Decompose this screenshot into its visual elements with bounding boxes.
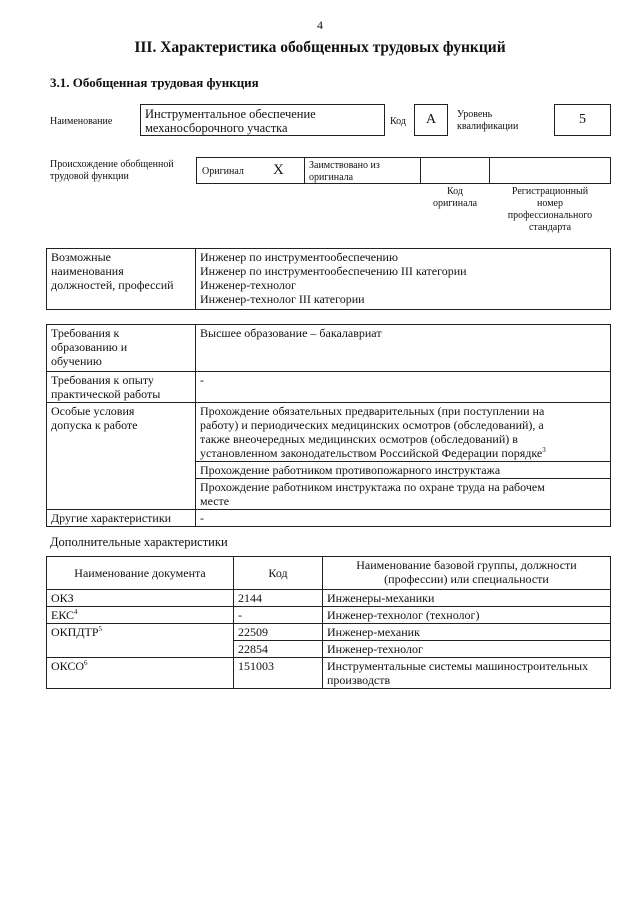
- col-name-header: [323, 557, 611, 590]
- function-name-line2: механосборочного участка: [145, 121, 288, 135]
- col-name-header-line2: (профессии) или специальности: [384, 572, 549, 586]
- code-value: А: [425, 112, 437, 127]
- education-value: Высшее образование – бакалавриат: [196, 325, 611, 372]
- doc-okpdtr: [47, 624, 234, 658]
- position-item: Инженер по инструментообеспечению: [200, 250, 398, 264]
- education-label-line1: Требования к: [51, 326, 120, 340]
- level-box: [554, 104, 611, 136]
- positions-label-line1: Возможные: [51, 250, 111, 264]
- name-okpdtr-1: Инженер-механик: [323, 624, 611, 641]
- level-value: 5: [579, 112, 586, 127]
- experience-value: -: [196, 372, 611, 403]
- additional-title: Дополнительные характеристики: [50, 535, 228, 549]
- condition1-line4: установленном законодательством Российской Федерации порядке: [200, 446, 543, 460]
- original-code-cell: [420, 157, 490, 184]
- col-doc-header: Наименование документа: [47, 557, 234, 590]
- experience-label: [47, 372, 196, 403]
- condition-fire: Прохождение работником противопожарного инструктажа: [196, 462, 611, 479]
- conditions-label: [47, 403, 196, 510]
- table-row: [47, 658, 611, 689]
- positions-label-line3: должностей, профессий: [51, 278, 174, 292]
- code-okpdtr-2: 22854: [234, 641, 323, 658]
- level-label: [457, 109, 518, 133]
- doc-okz: ОКЗ: [47, 590, 234, 607]
- subsection-title: 3.1. Обобщенная трудовая функция: [50, 75, 259, 90]
- name-okpdtr-2: Инженер-технолог: [323, 641, 611, 658]
- origin-label-line2: трудовой функции: [50, 171, 129, 182]
- doc-eks: [47, 607, 234, 624]
- name-okso: [323, 658, 611, 689]
- doc-okso-text: ОКСО: [51, 659, 85, 673]
- name-label: Наименование: [50, 116, 113, 127]
- borrowed-line2: оригинала: [309, 172, 354, 183]
- position-item: Инженер по инструментообеспечению III категории: [200, 264, 467, 278]
- function-name-box: [140, 104, 385, 136]
- code-eks: -: [234, 607, 323, 624]
- other-value: -: [196, 510, 611, 527]
- original-mark: X: [273, 162, 284, 178]
- education-label-line3: обучению: [51, 354, 102, 368]
- condition3-line2: месте: [200, 494, 230, 508]
- additional-table: [46, 556, 611, 689]
- doc-okpdtr-text: ОКПДТР: [51, 625, 99, 639]
- positions-label-line2: наименования: [51, 264, 124, 278]
- code-okso: 151003: [234, 658, 323, 689]
- section-title: III. Характеристика обобщенных трудовых функций: [134, 39, 506, 56]
- code-okpdtr-1: 22509: [234, 624, 323, 641]
- code-caption-line1: Код: [447, 186, 463, 197]
- condition1-line3: также внеочередных медицинских осмотров (обследований) в: [200, 432, 518, 446]
- code-box: [414, 104, 448, 136]
- page-number: 4: [317, 18, 323, 32]
- positions-list: [196, 249, 611, 310]
- doc-okso: [47, 658, 234, 689]
- other-label: Другие характеристики: [47, 510, 196, 527]
- experience-label-line1: Требования к опыту: [51, 373, 154, 387]
- original-cell: [196, 157, 305, 184]
- experience-label-line2: практической работы: [51, 387, 161, 401]
- positions-table: [46, 248, 611, 310]
- borrowed-line1: Заимствовано из: [309, 160, 380, 171]
- col-name-header-line1: Наименование базовой группы, должности: [356, 558, 577, 572]
- footnote-ref: 5: [98, 625, 103, 633]
- education-label: [47, 325, 196, 372]
- code-okz: 2144: [234, 590, 323, 607]
- level-label-line2: квалификации: [457, 121, 519, 132]
- name-okz: Инженеры-механики: [323, 590, 611, 607]
- name-okso-line2: производств: [327, 673, 391, 687]
- original-code-caption: [420, 186, 490, 210]
- position-item: Инженер-технолог: [200, 278, 296, 292]
- col-code-header: Код: [234, 557, 323, 590]
- reg-caption-line1: Регистрационный: [511, 186, 589, 197]
- origin-label-line1: Происхождение обобщенной: [50, 159, 174, 170]
- table-row: [47, 590, 611, 607]
- table-row: [47, 624, 611, 641]
- footnote-ref: 3: [542, 446, 546, 454]
- reg-number-cell: [489, 157, 611, 184]
- requirements-table: [46, 324, 611, 527]
- footnote-ref: 4: [74, 608, 78, 616]
- reg-caption-line4: стандарта: [528, 222, 572, 233]
- position-item: Инженер-технолог III категории: [200, 292, 365, 306]
- borrowed-cell: [304, 157, 421, 184]
- level-label-line1: Уровень: [457, 109, 493, 120]
- condition1-line2: работу) и периодических медицинских осмотров (обследований), а: [200, 418, 544, 432]
- footnote-ref: 6: [84, 659, 88, 667]
- condition-medical: [196, 403, 611, 462]
- function-name-line1: Инструментальное обеспечение: [145, 107, 316, 121]
- conditions-label-line2: допуска к работе: [51, 418, 138, 432]
- condition1-line1: Прохождение обязательных предварительных (при поступлении на: [200, 404, 545, 418]
- positions-label: [47, 249, 196, 310]
- reg-caption-line3: профессионального: [507, 210, 593, 221]
- origin-label: [50, 159, 174, 183]
- name-okso-line1: Инструментальные системы машиностроительных: [327, 659, 589, 673]
- condition-safety: [196, 479, 611, 510]
- code-caption-line2: оригинала: [432, 198, 478, 209]
- reg-number-caption: [489, 186, 611, 234]
- education-label-line2: образованию и: [51, 340, 128, 354]
- name-eks: Инженер-технолог (технолог): [323, 607, 611, 624]
- table-row: [47, 607, 611, 624]
- doc-eks-text: ЕКС: [51, 608, 75, 622]
- code-label: Код: [390, 116, 406, 127]
- condition3-line1: Прохождение работником инструктажа по охране труда на рабочем: [200, 480, 545, 494]
- original-label: Оригинал: [202, 166, 244, 177]
- conditions-label-line1: Особые условия: [51, 404, 135, 418]
- reg-caption-line2: номер: [537, 198, 563, 209]
